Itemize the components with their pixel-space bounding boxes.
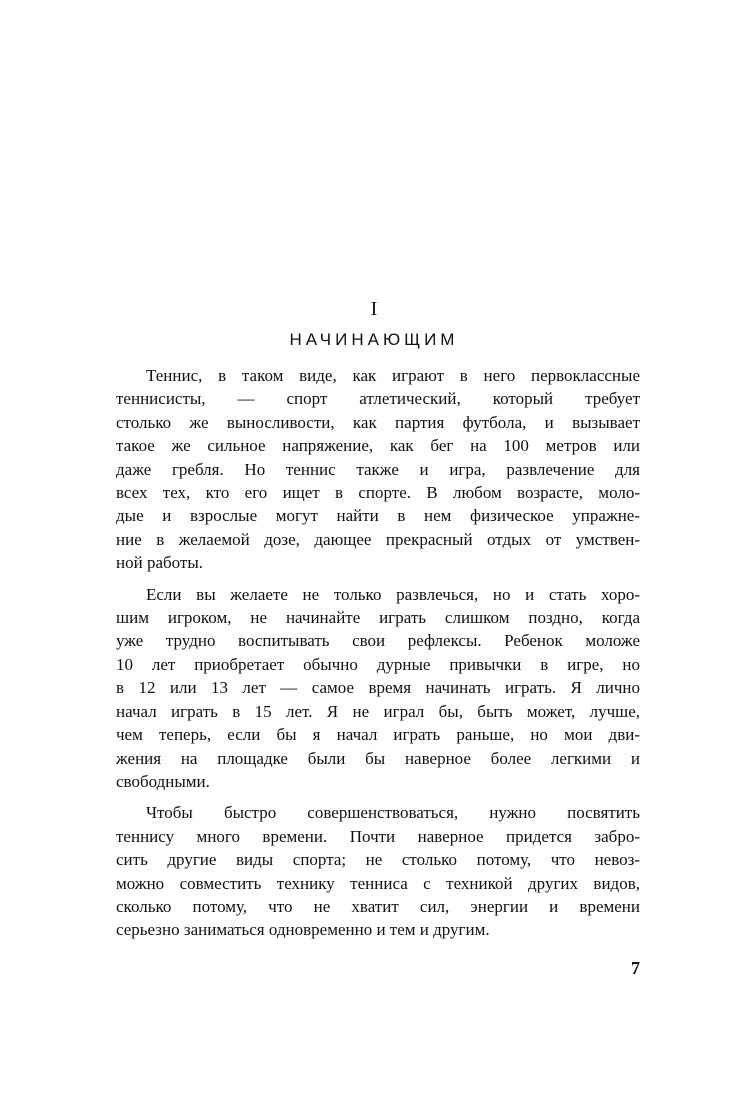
text-line: теннисисты, — спорт атлетический, который требует (116, 389, 640, 409)
paragraph-2 (116, 583, 640, 794)
text-line: шим игроком, не начинайте играть слишком поздно, когда (116, 608, 640, 628)
body-text (116, 364, 640, 942)
text-line: ной работы. (116, 553, 204, 573)
text-line: такое же сильное напряжение, как бег на 100 метров или (116, 436, 640, 456)
chapter-number: I (370, 298, 378, 320)
page-number: 7 (631, 958, 640, 978)
text-line: начал играть в 15 лет. Я не играл бы, быть может, лучше, (116, 701, 640, 721)
text-line: 10 лет приобретает обычно дурные привычки в игре, но (116, 654, 640, 674)
text-line: теннису много времени. Почти наверное придется забро- (116, 826, 640, 846)
text-line: дые и взрослые могут найти в нем физическое упражне- (116, 506, 640, 526)
text-line: сить другие виды спорта; не столько потому, что невоз- (116, 850, 640, 870)
text-line: жения на площадке были бы наверное более легкими и (116, 748, 640, 768)
text-line: даже гребля. Но теннис также и игра, развлечение для (116, 459, 640, 479)
paragraph-spacer (116, 575, 640, 583)
text-line: можно совместить технику тенниса с техникой других видов, (116, 873, 640, 893)
paragraph-spacer (116, 793, 640, 801)
text-line: серьезно заниматься одновременно и тем и другим. (116, 920, 490, 940)
text-line: чем теперь, если бы я начал играть раньше, но мои дви- (116, 725, 640, 745)
text-line: ние в желаемой дозе, дающее прекрасный отдых от умствен- (116, 529, 640, 549)
paragraph-3 (116, 801, 640, 941)
text-line: сколько потому, что не хватит сил, энергии и времени (116, 896, 640, 916)
text-line: столько же выносливости, как партия футбола, и вызывает (116, 412, 640, 432)
text-line: Если вы желаете не только развлечься, но и стать хоро- (146, 584, 640, 604)
text-line: уже трудно воспитывать свои рефлексы. Ребенок моложе (116, 631, 640, 651)
text-line: всех тех, кто его ищет в спорте. В любом возрасте, моло- (116, 483, 640, 503)
text-line: в 12 или 13 лет — самое время начинать играть. Я лично (116, 678, 640, 698)
text-line: Чтобы быстро совершенствоваться, нужно посвятить (146, 803, 640, 823)
chapter-title: НАЧИНАЮЩИМ (289, 330, 459, 349)
text-line: Теннис, в таком виде, как играют в него первоклассные (146, 366, 640, 385)
text-line: свободными. (116, 771, 210, 791)
paragraph-1 (116, 364, 640, 575)
